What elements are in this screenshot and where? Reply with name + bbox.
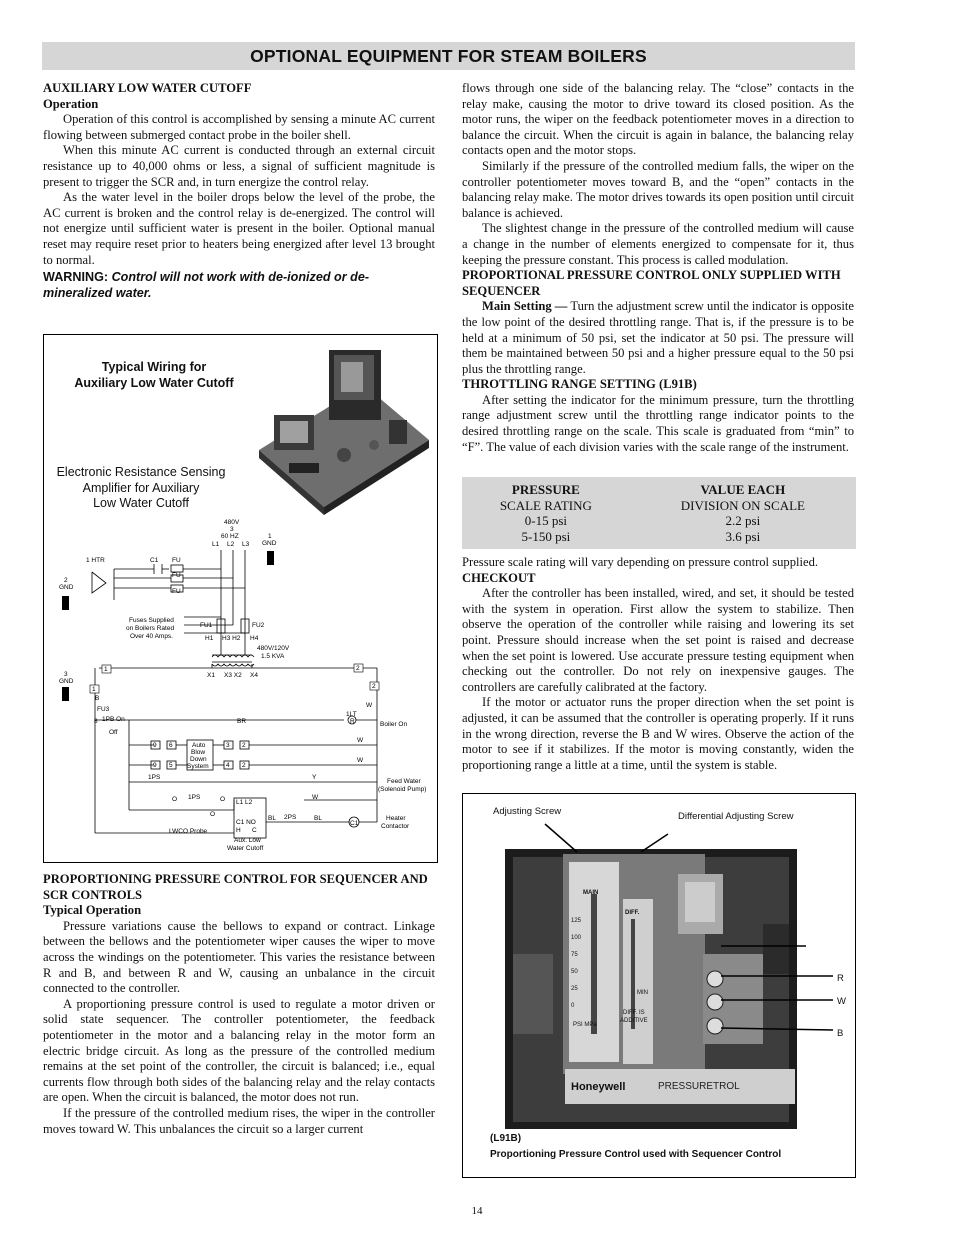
figure-caption: Proportioning Pressure Control used with Sequencer Control (490, 1149, 782, 1160)
label-o: O (172, 796, 178, 803)
table-cell: 5-150 psi (521, 528, 571, 544)
figure-title-line: Typical Wiring for (101, 360, 207, 374)
label-t1: 1 (104, 666, 108, 673)
label-heater: Heater (386, 815, 406, 822)
warning-note (43, 269, 435, 301)
label-r: R (837, 973, 844, 984)
label-b: B (837, 1028, 844, 1039)
paragraph: As the water level in the boiler drops below the level of the probe, the AC current is broken and the control relay is de-energized. The control will not energize until sufficient water is present in the boiler. Optional manual reset may require reset prior to heaters being energized after level 13 brought to normal. (43, 190, 435, 267)
label-h: H (236, 827, 241, 834)
paragraph: After the controller has been installed, wired, and set, it should be tested with the system in operation. First allow the system to stabilize. Then observe the operation of the controller while raising and lowering its set point. Pressure should increase when the set point is raised and decrease when the set point is lowered. Use accurate pressure testing equipment when checking out the controller. Do not rely on inexpensive gauges. The controllers are carefully calibrated at the factory. (462, 586, 854, 694)
label-gnd2: GND (59, 584, 74, 591)
label-480v: 480V (224, 519, 240, 526)
label-pb: 1PB On (102, 716, 125, 723)
wiring-schematic (44, 335, 437, 862)
label-auto: Auto (192, 742, 206, 749)
scale-tick: 0 (571, 1003, 575, 1009)
page-number: 14 (471, 1205, 483, 1217)
label-fu2: FU2 (252, 622, 265, 629)
diff-note: DIFF. IS (623, 1010, 645, 1016)
caption-line: Amplifier for Auxiliary (82, 480, 200, 495)
table-cell: 3.6 psi (725, 528, 761, 544)
label-t4: 4 (226, 762, 230, 769)
caption-line: Low Water Cutoff (93, 496, 189, 510)
label-lwco: LWCO Probe (169, 828, 208, 835)
table-row (462, 513, 856, 529)
figure-title-line: Auxiliary Low Water Cutoff (74, 375, 234, 390)
label-c1: C1 (150, 557, 159, 564)
label-bl: BL (314, 815, 322, 822)
label-auto: Blow (191, 749, 206, 756)
pressuretrol-figure (462, 793, 856, 1178)
label-fuses: Over 40 Amps. (130, 633, 173, 640)
table-header: DIVISION ON SCALE (680, 497, 805, 513)
scale-tick: 125 (571, 918, 582, 924)
label-heater: Contactor (381, 823, 410, 830)
label-c: C (252, 827, 257, 834)
paragraph: After setting the indicator for the minimum pressure, turn the throttling range adjustment screw until the throttling range indicator points to the desired throttling range on the scale. This scale is graduated from “min” to “F”. The value of each division varies with the scale range of the instrument. (462, 392, 854, 454)
label-t5: 5 (169, 762, 173, 769)
label-h3h2: H3 H2 (222, 635, 241, 642)
units-label: PSI MPa (573, 1022, 597, 1028)
paragraph: Operation of this control is accomplished by sensing a minute AC current flowing between submerged contact probe in the boiler shell. (43, 112, 435, 142)
table-header: PRESSURE (511, 482, 580, 497)
label-differential-screw: Differential Adjusting Screw (678, 811, 794, 822)
left-column-lower (43, 872, 435, 1137)
label-y: Y (312, 774, 317, 781)
paragraph: flows through one side of the balancing relay. The “close” contacts in the relay make, causing the motor to drive toward its closed position. As the motor runs, the wiper on the feedback potentiometer moves in a direction to balance the circuit. When the circuit is again in balance, the balancing relay contacts open and the motor stops. (462, 81, 854, 158)
label-xfmr: 1.5 KVA (261, 653, 285, 660)
label-fuses: Fuses Supplied (129, 617, 174, 624)
label-w: W (312, 794, 319, 801)
label-htr: 1 HTR (86, 557, 105, 564)
label-h4: H4 (250, 635, 259, 642)
pressuretrol-photo (463, 794, 855, 1177)
label-feed: Feed Water (387, 778, 421, 785)
paragraph: A proportioning pressure control is used to regulate a motor driven or solid state sequencer. The controller potentiometer, the feedback potentiometer in the motor and a balancing relay in the motor form an electric bridge circuit. As long as the pressure of the controlled medium remains at the set point of the controller, the circuit is balanced; i.e., equal currents flow through both sides of the balancing relay and the relay contacts are open. When the circuit is balanced, the motor does not run. (43, 996, 435, 1105)
paragraph: If the pressure of the controlled medium rises, the wiper in the controller moves toward W. This unbalances the circuit so a larger current (43, 1105, 435, 1136)
min-label: MIN (637, 990, 648, 996)
label-gnd3-num: 3 (64, 671, 68, 678)
label-t1: 1 (92, 686, 96, 693)
wiring-diagram-figure (43, 334, 438, 863)
label-t6: 6 (169, 742, 173, 749)
label-boiler-on: Boiler On (380, 721, 408, 728)
paragraph: The slightest change in the pressure of the controlled medium will cause a change in the number of elements energized to compensate for it, thus keeping the pressure constant. This process is called modulation. (462, 221, 854, 267)
label-fu: FU (172, 557, 181, 564)
label-gnd3: GND (59, 678, 74, 685)
label-w: W (357, 757, 364, 764)
label-l1: L1 (212, 541, 220, 548)
pressure-scale-table (462, 477, 856, 549)
label-w: W (837, 996, 846, 1007)
label-w: W (366, 702, 373, 709)
heading-operation: Operation (43, 96, 99, 111)
label-t9: 9 (153, 762, 157, 769)
diff-scale-label: DIFF. (625, 910, 640, 916)
label-feed: (Solenoid Pump) (378, 786, 427, 793)
scale-table (462, 482, 856, 544)
label-auto: Down (190, 756, 207, 763)
paragraph: Similarly if the pressure of the controlled medium falls, the wiper on the controller potentiometer moves toward B, and the “open” contacts in the balancing relay make. The motor drives towards its open position until circuit balance is achieved. (462, 158, 854, 220)
label-br: BR (237, 718, 247, 725)
label-1ps: 1PS (188, 794, 201, 801)
heading-proportional-pressure: PROPORTIONAL PRESSURE CONTROL ONLY SUPPLIED WITH SEQUENCER (462, 268, 841, 298)
label-fu: FU (172, 572, 181, 579)
label-3ph: 3 (230, 526, 234, 533)
main-setting-label: Main Setting — (482, 299, 568, 314)
heading-aux-lwco: AUXILIARY LOW WATER CUTOFF (43, 81, 252, 95)
label-t2: 2 (372, 683, 376, 690)
table-header: VALUE EACH (700, 482, 786, 497)
label-t2: 2 (356, 665, 360, 672)
label-t9: 9 (153, 742, 157, 749)
label-x1: X1 (207, 672, 215, 679)
label-1lt: 1LT (346, 711, 357, 718)
section-banner (42, 42, 855, 70)
product-name: PRESSURETROL (658, 1081, 740, 1092)
figure-caption-model: (L91B) (490, 1133, 522, 1144)
section-title: OPTIONAL EQUIPMENT FOR STEAM BOILERS (250, 46, 647, 66)
label-off: Off (109, 729, 118, 736)
label-aux: Water Cutoff (227, 845, 264, 852)
label-t2: 2 (242, 742, 246, 749)
main-scale-label: MAIN (583, 890, 599, 896)
label-fuses: on Boilers Rated (126, 625, 175, 632)
table-header: SCALE RATING (499, 497, 592, 513)
scale-tick: 50 (571, 969, 578, 975)
label-o: O (220, 796, 226, 803)
label-b: B (95, 695, 100, 702)
label-w: W (357, 737, 364, 744)
label-h1: H1 (205, 635, 214, 642)
diff-note: ADDITIVE (620, 1018, 648, 1024)
amplifier-photo (259, 350, 429, 515)
scale-tick: 100 (571, 935, 582, 941)
table-row (462, 529, 856, 545)
label-l3: L3 (242, 541, 250, 548)
label-adjusting-screw: Adjusting Screw (493, 806, 562, 817)
label-t2: 2 (242, 762, 246, 769)
main-setting-text: Turn the adjustment screw until the indicator is opposite the low point of the desired throttling range. That is, if the pressure is to be held at a minimum of 50 psi, set the indicator at 50 psi. The pressure will them be maintained between 50 psi and a higher pressure equal to the 50 psi plus the throttling range. (462, 299, 854, 376)
heading-checkout: CHECKOUT (462, 570, 536, 585)
label-aux: Aux. Low (234, 837, 261, 844)
warning-text: Control will not work with de-ionized or de-mineralized water. (43, 270, 370, 301)
scale-tick: 75 (571, 952, 578, 958)
label-t3: 3 (226, 742, 230, 749)
table-row (462, 498, 856, 514)
label-l2: L2 (227, 541, 235, 548)
label-gnd1: GND (262, 540, 277, 547)
heading-proportioning: PROPORTIONING PRESSURE CONTROL FOR SEQUENCER AND SCR CONTROLS (43, 872, 428, 902)
heading-typical-operation: Typical Operation (43, 903, 142, 918)
label-fu3: FU3 (97, 706, 110, 713)
warning-label: WARNING: (43, 270, 109, 285)
label-bl: BL (268, 815, 276, 822)
label-fu: FU (172, 588, 181, 595)
paragraph: Pressure variations cause the bellows to expand or contract. Linkage between the bellows and the potentiometer wiper causes the wiper to move across the windings on the potentiometer. This varies the resistance between R and B, and between R and W, causing an unbalance in the circuit connected to the controller. (43, 918, 435, 996)
label-o: O (210, 811, 216, 818)
label-1ps: 1PS (148, 774, 161, 781)
main-setting-paragraph (462, 299, 854, 377)
caption-line: Electronic Resistance Sensing (56, 465, 226, 479)
label-l1l2: L1 L2 (236, 799, 253, 806)
label-60hz: 60 HZ (221, 533, 239, 540)
paragraph: When this minute AC current is conducted through an external circuit resistance up to 40,000 ohms or less, a signal of sufficient magnitude is present to trigger the SCR and, in turn energize the control relay. (43, 143, 435, 189)
left-column (43, 81, 435, 301)
label-x3x2: X3 X2 (224, 672, 242, 679)
paragraph: If the motor or actuator runs the proper direction when the set point is adjusted, it can be assumed that the controller is operating properly. If it runs in the wrong direction, reverse the B and W wires. Observe the action of the motor to see if it stabilizes. If the motor is moving constantly, widen the proportioning range a little at a time, until the system is stable. (462, 695, 854, 772)
right-column (462, 81, 854, 455)
label-gnd2-num: 2 (64, 577, 68, 584)
label-c1no: C1 NO (236, 819, 256, 826)
label-c1: C1 (350, 820, 359, 827)
right-column-lower (462, 555, 854, 773)
paragraph: Pressure scale rating will vary depending on pressure control supplied. (462, 555, 819, 569)
label-gnd1-num: 1 (268, 533, 272, 540)
table-row (462, 482, 856, 498)
label-2ps: 2PS (284, 814, 297, 821)
scale-tick: 25 (571, 986, 578, 992)
honeywell-logo: Honeywell (571, 1081, 626, 1093)
heading-throttling: THROTTLING RANGE SETTING (L91B) (462, 377, 697, 392)
label-fu1: FU1 (200, 622, 213, 629)
label-xfmr: 480V/120V (257, 645, 290, 652)
label-x4: X4 (250, 672, 258, 679)
label-t8: 8 (94, 718, 98, 725)
label-r: R (350, 718, 355, 725)
label-auto: System (187, 763, 209, 770)
table-cell: 0-15 psi (524, 513, 567, 529)
table-cell: 2.2 psi (725, 513, 761, 529)
